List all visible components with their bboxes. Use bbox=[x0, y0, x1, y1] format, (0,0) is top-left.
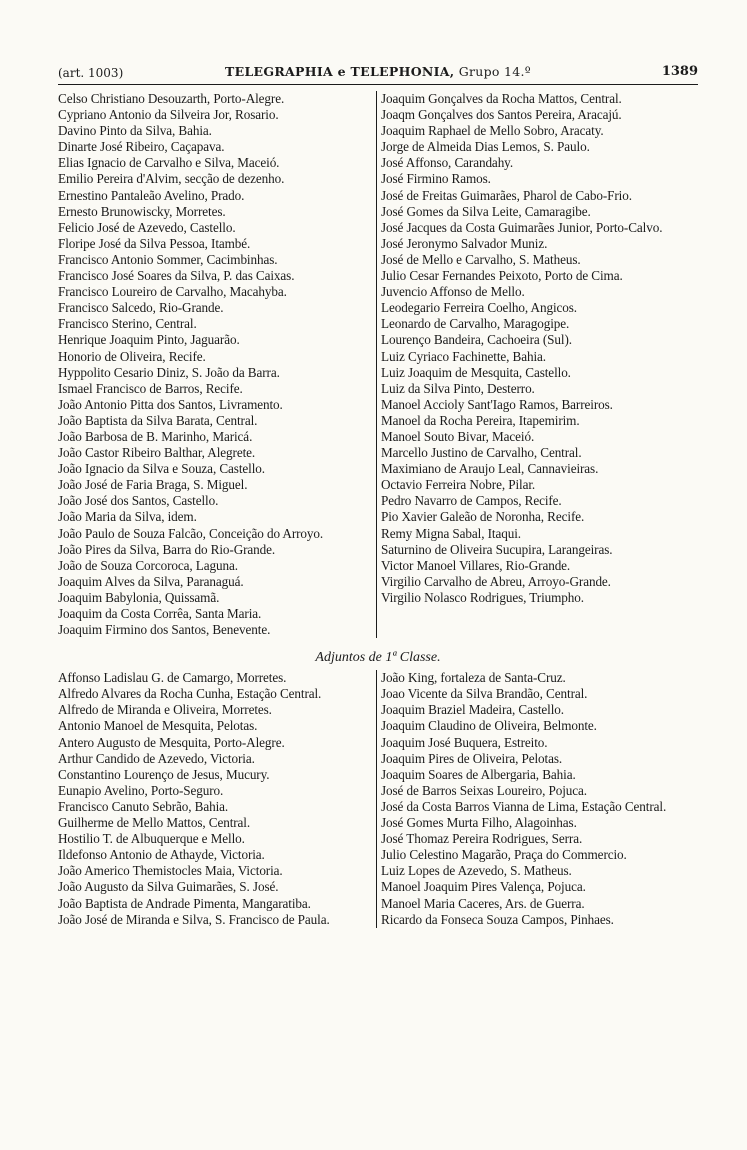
list-item: Antero Augusto de Mesquita, Porto-Alegre. bbox=[58, 734, 285, 750]
list-item: Joaqm Gonçalves dos Santos Pereira, Aracajú. bbox=[381, 107, 622, 123]
list-item: José de Barros Seixas Loureiro, Pojuca. bbox=[381, 782, 587, 798]
list-item: João King, fortaleza de Santa-Cruz. bbox=[381, 670, 566, 686]
list-item: João Antonio Pitta dos Santos, Livramento. bbox=[58, 396, 283, 412]
list-item: Hyppolito Cesario Diniz, S. João da Barra. bbox=[58, 364, 280, 380]
list-item: Luiz Joaquim de Mesquita, Castello. bbox=[381, 364, 571, 380]
list-item: Lourenço Bandeira, Cachoeira (Sul). bbox=[381, 332, 572, 348]
list-item: Celso Christiano Desouzarth, Porto-Alegre. bbox=[58, 91, 285, 106]
list-item: José Thomaz Pereira Rodrigues, Serra. bbox=[381, 831, 583, 847]
list-item: Ernesto Brunowiscky, Morretes. bbox=[58, 203, 226, 219]
list-item: Joaquim Braziel Madeira, Castello. bbox=[381, 702, 565, 718]
list-item: Luiz da Silva Pinto, Desterro. bbox=[381, 380, 535, 396]
list-item: José Firmino Ramos. bbox=[381, 171, 491, 187]
list-item: José de Freitas Guimarães, Pharol de Cabo-Frio. bbox=[381, 187, 632, 203]
list-item: João Baptista da Silva Barata, Central. bbox=[58, 412, 258, 428]
list-item: José da Costa Barros Vianna de Lima, Estação Central. bbox=[381, 798, 667, 814]
list-item: Cypriano Antonio da Silveira Jor, Rosario. bbox=[58, 107, 279, 123]
list-item: José Gomes Murta Filho, Alagoinhas. bbox=[381, 815, 577, 831]
list-item: Felicio José de Azevedo, Castello. bbox=[58, 219, 236, 235]
list-item: Eunapio Avelino, Porto-Seguro. bbox=[58, 782, 224, 798]
list-item: Guilherme de Mello Mattos, Central. bbox=[58, 815, 251, 831]
list-item: Ernestino Pantaleão Avelino, Prado. bbox=[58, 187, 245, 203]
list-item: Manoel Maria Caceres, Ars. de Guerra. bbox=[381, 895, 585, 911]
list-item: Affonso Ladislau G. de Camargo, Morretes. bbox=[58, 670, 287, 686]
list-item: Joaquim Soares de Albergaria, Bahia. bbox=[381, 766, 576, 782]
list-item: Francisco Salcedo, Rio-Grande. bbox=[58, 300, 224, 316]
list-item: Luiz Lopes de Azevedo, S. Matheus. bbox=[381, 863, 572, 879]
list-item: João José dos Santos, Castello. bbox=[58, 493, 219, 509]
list-item: Joaquim Babylonia, Quissamã. bbox=[58, 589, 220, 605]
list-item: Elias Ignacio de Carvalho e Silva, Maceió. bbox=[58, 155, 280, 171]
list-item: João Baptista de Andrade Pimenta, Mangaratiba. bbox=[58, 895, 311, 911]
list-item: Manoel Accioly Sant'Iago Ramos, Barreiros. bbox=[381, 396, 613, 412]
list-item: Antonio Manoel de Mesquita, Pelotas. bbox=[58, 718, 258, 734]
list-item: José Jacques da Costa Guimarães Junior, Porto-Calvo. bbox=[381, 219, 663, 235]
document-page bbox=[58, 62, 698, 1132]
list-item: Joaquim Claudino de Oliveira, Belmonte. bbox=[381, 718, 597, 734]
list-item: Arthur Candido de Azevedo, Victoria. bbox=[58, 750, 255, 766]
list-item: Maximiano de Araujo Leal, Cannavieiras. bbox=[381, 461, 599, 477]
list-item: João José de Miranda e Silva, S. Francisco de Paula. bbox=[58, 911, 330, 927]
list-item: Joaquim Pires de Oliveira, Pelotas. bbox=[381, 750, 563, 766]
right-column bbox=[376, 91, 698, 638]
list-item: José de Mello e Carvalho, S. Matheus. bbox=[381, 251, 581, 267]
list-item: Honorio de Oliveira, Recife. bbox=[58, 348, 206, 364]
list-item: Francisco Loureiro de Carvalho, Macahyba. bbox=[58, 284, 287, 300]
header-article: (art. 1003) bbox=[58, 66, 124, 80]
list-item: Pio Xavier Galeão de Noronha, Recife. bbox=[381, 509, 585, 525]
list-item: Francisco Antonio Sommer, Cacimbinhas. bbox=[58, 251, 278, 267]
list-item: Manoel Joaquim Pires Valença, Pojuca. bbox=[381, 879, 586, 895]
list-item: João de Souza Corcoroca, Laguna. bbox=[58, 557, 238, 573]
list-item: José Affonso, Carandahy. bbox=[381, 155, 514, 171]
list-item: Juvencio Affonso de Mello. bbox=[381, 284, 525, 300]
list-item: Ricardo da Fonseca Souza Campos, Pinhaes. bbox=[381, 911, 614, 927]
list-item: José Jeronymo Salvador Muniz. bbox=[381, 235, 548, 251]
list-item: João Castor Ribeiro Balthar, Alegrete. bbox=[58, 445, 256, 461]
list-item: Luiz Cyriaco Fachinette, Bahia. bbox=[381, 348, 546, 364]
list-item: João Paulo de Souza Falcão, Conceição do Arroyo. bbox=[58, 525, 324, 541]
list-item: João Maria da Silva, idem. bbox=[58, 509, 197, 525]
list-item: Virgilio Carvalho de Abreu, Arroyo-Grande. bbox=[381, 573, 611, 589]
list-item: João José de Faria Braga, S. Miguel. bbox=[58, 477, 248, 493]
list-item: João Ignacio da Silva e Souza, Castello. bbox=[58, 461, 265, 477]
list-item: José Gomes da Silva Leite, Camaragibe. bbox=[381, 203, 591, 219]
list-item: Leodegario Ferreira Coelho, Angicos. bbox=[381, 300, 577, 316]
page-number: 1389 bbox=[661, 64, 698, 79]
list-item: Joaquim da Costa Corrêa, Santa Maria. bbox=[58, 606, 262, 621]
list-item: Dinarte José Ribeiro, Caçapava. bbox=[58, 139, 225, 155]
list-item: Joaquim Firmino dos Santos, Benevente. bbox=[58, 622, 271, 638]
list-item: João Pires da Silva, Barra do Rio-Grande. bbox=[58, 541, 276, 557]
list-item: Ismael Francisco de Barros, Recife. bbox=[58, 380, 243, 396]
list-item: Leonardo de Carvalho, Maragogipe. bbox=[381, 316, 570, 332]
list-item: Alfredo de Miranda e Oliveira, Morretes. bbox=[58, 702, 272, 718]
list-item: Joao Vicente da Silva Brandão, Central. bbox=[381, 686, 588, 702]
list-item: Alfredo Alvares da Rocha Cunha, Estação Central. bbox=[58, 686, 322, 702]
list-item: Victor Manoel Villares, Rio-Grande. bbox=[381, 557, 571, 573]
list-item: Hostilio T. de Albuquerque e Mello. bbox=[58, 831, 245, 847]
list-item: Marcello Justino de Carvalho, Central. bbox=[381, 445, 582, 461]
list-item: Jorge de Almeida Dias Lemos, S. Paulo. bbox=[381, 139, 590, 155]
list-item: Francisco Sterino, Central. bbox=[58, 316, 197, 332]
list-item: Ildefonso Antonio de Athayde, Victoria. bbox=[58, 847, 265, 863]
list-item: Joaquim Raphael de Mello Sobro, Aracaty. bbox=[381, 123, 604, 139]
list-item: Joaquim Alves da Silva, Paranaguá. bbox=[58, 573, 244, 589]
list-item: Constantino Lourenço de Jesus, Mucury. bbox=[58, 766, 270, 782]
list-item: Saturnino de Oliveira Sucupira, Larangeiras. bbox=[381, 541, 613, 557]
list-item: Pedro Navarro de Campos, Recife. bbox=[381, 493, 562, 509]
page-header bbox=[58, 62, 698, 85]
list-item: Floripe José da Silva Pessoa, Itambé. bbox=[58, 235, 251, 251]
list-item: Remy Migna Sabal, Itaqui. bbox=[381, 525, 521, 541]
list-item: Joaquim Gonçalves da Rocha Mattos, Central. bbox=[381, 91, 622, 106]
list-item: Julio Cesar Fernandes Peixoto, Porto de Cima. bbox=[381, 268, 623, 284]
list-item: Francisco Canuto Sebrão, Bahia. bbox=[58, 798, 229, 814]
list-item: Emilio Pereira d'Alvim, secção de dezenho. bbox=[58, 171, 285, 187]
list-item: Joaquim José Buquera, Estreito. bbox=[381, 734, 548, 750]
list-item: Octavio Ferreira Nobre, Pilar. bbox=[381, 477, 536, 493]
header-title-group: Grupo 14.º bbox=[458, 64, 531, 79]
list-item: João Barbosa de B. Marinho, Maricá. bbox=[58, 428, 253, 444]
left-column bbox=[58, 670, 376, 928]
list-item: Virgilio Nolasco Rodrigues, Triumpho. bbox=[381, 589, 584, 605]
section-telegraphistas bbox=[58, 91, 698, 638]
list-item: Davino Pinto da Silva, Bahia. bbox=[58, 123, 212, 139]
list-item: Francisco José Soares da Silva, P. das Caixas. bbox=[58, 268, 295, 284]
header-title-main: TELEGRAPHIA e TELEPHONIA, bbox=[225, 64, 455, 79]
list-item: Julio Celestino Magarão, Praça do Commercio. bbox=[381, 847, 627, 863]
section-adjuntos bbox=[58, 670, 698, 928]
list-item: João Americo Themistocles Maia, Victoria. bbox=[58, 863, 283, 879]
section-title-adjuntos: Adjuntos de 1ª Classe. bbox=[315, 650, 441, 666]
list-item: João Augusto da Silva Guimarães, S. José. bbox=[58, 879, 279, 895]
left-column bbox=[58, 91, 376, 638]
list-item: Manoel Souto Bivar, Maceió. bbox=[381, 428, 535, 444]
header-title bbox=[58, 64, 698, 79]
list-item: Henrique Joaquim Pinto, Jaguarão. bbox=[58, 332, 240, 348]
right-column bbox=[376, 670, 698, 928]
list-item: Manoel da Rocha Pereira, Itapemirim. bbox=[381, 412, 580, 428]
